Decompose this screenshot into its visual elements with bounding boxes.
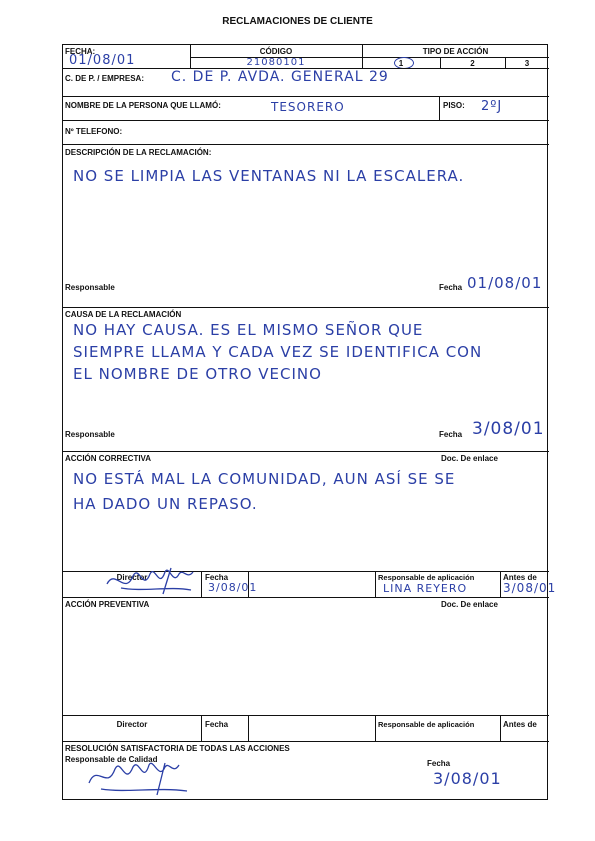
correctiva-doc-label: Doc. De enlace xyxy=(441,454,498,463)
causa-line-2: SIEMPRE LLAMA Y CADA VEZ SE IDENTIFICA CON xyxy=(73,343,483,361)
correctiva-fecha-label: Fecha xyxy=(205,573,229,582)
preventiva-label: ACCIÓN PREVENTIVA xyxy=(65,600,150,609)
descripcion-responsable-label: Responsable xyxy=(65,283,115,292)
persona-label: NOMBRE DE LA PERSONA QUE LLAMÓ: xyxy=(65,101,221,110)
preventiva-resp-aplic-label: Responsable de aplicación xyxy=(378,720,475,729)
preventiva-fecha-label: Fecha xyxy=(205,720,229,729)
correctiva-line-1: NO ESTÁ MAL LA COMUNIDAD, AUN ASÍ SE SE xyxy=(73,470,456,488)
telefono-label: Nº TELEFONO: xyxy=(65,127,123,136)
descripcion-text: NO SE LIMPIA LAS VENTANAS NI LA ESCALERA. xyxy=(73,167,465,185)
preventiva-doc-label: Doc. De enlace xyxy=(441,600,498,609)
correctiva-label: ACCIÓN CORRECTIVA xyxy=(65,454,152,463)
tipo-option-3: 3 xyxy=(524,59,530,68)
preventiva-antes-label: Antes de xyxy=(503,720,537,729)
resolucion-fecha-label: Fecha xyxy=(427,759,451,768)
causa-responsable-label: Responsable xyxy=(65,430,115,439)
form-title: RECLAMACIONES DE CLIENTE xyxy=(222,16,373,27)
empresa-value: C. DE P. AVDA. GENERAL 29 xyxy=(171,69,389,85)
causa-fecha-value: 3/08/01 xyxy=(472,419,545,439)
correctiva-resp-aplic-label: Responsable de aplicación xyxy=(378,573,475,582)
resolucion-label: RESOLUCIÓN SATISFACTORIA DE TODAS LAS ACCIONES xyxy=(65,744,290,753)
tipo-accion-label: TIPO DE ACCIÓN xyxy=(422,47,489,56)
correctiva-fecha-value: 3/08/01 xyxy=(208,581,258,594)
fecha-value: 01/08/01 xyxy=(69,53,136,68)
empresa-label: C. DE P. / EMPRESA: xyxy=(65,74,144,83)
correctiva-line-2: HA DADO UN REPASO. xyxy=(73,495,258,513)
correctiva-antes-label: Antes de xyxy=(503,573,537,582)
preventiva-director-label: Director xyxy=(116,720,148,729)
codigo-label: CÓDIGO xyxy=(259,47,293,56)
causa-label: CAUSA DE LA RECLAMACIÓN xyxy=(65,310,182,319)
persona-value: TESORERO xyxy=(271,100,345,114)
descripcion-label: DESCRIPCIÓN DE LA RECLAMACIÓN: xyxy=(65,148,212,157)
resolucion-fecha-value: 3/08/01 xyxy=(433,769,502,788)
resolucion-signature xyxy=(85,753,195,797)
descripcion-fecha-value: 01/08/01 xyxy=(467,274,543,292)
resolucion-resp-calidad-label: Responsable de Calidad xyxy=(65,755,158,764)
complaint-form xyxy=(62,44,557,800)
codigo-value: 21080101 xyxy=(246,57,306,68)
descripcion-fecha-label: Fecha xyxy=(439,283,463,292)
piso-value: 2ºJ xyxy=(481,99,503,114)
piso-label: PISO: xyxy=(443,101,465,110)
correctiva-director-label: Director xyxy=(116,573,148,582)
causa-line-1: NO HAY CAUSA. ES EL MISMO SEÑOR QUE xyxy=(73,321,424,339)
causa-fecha-label: Fecha xyxy=(439,430,463,439)
correctiva-antes-value: 3/08/01 xyxy=(503,581,557,595)
correctiva-resp-aplic-value: LINA REYERO xyxy=(383,582,468,595)
tipo-option-1: 1 xyxy=(398,59,404,68)
causa-line-3: EL NOMBRE DE OTRO VECINO xyxy=(73,365,322,383)
tipo-option-2: 2 xyxy=(470,59,475,68)
fecha-label: FECHA: xyxy=(65,47,96,56)
correctiva-director-signature xyxy=(103,562,198,600)
